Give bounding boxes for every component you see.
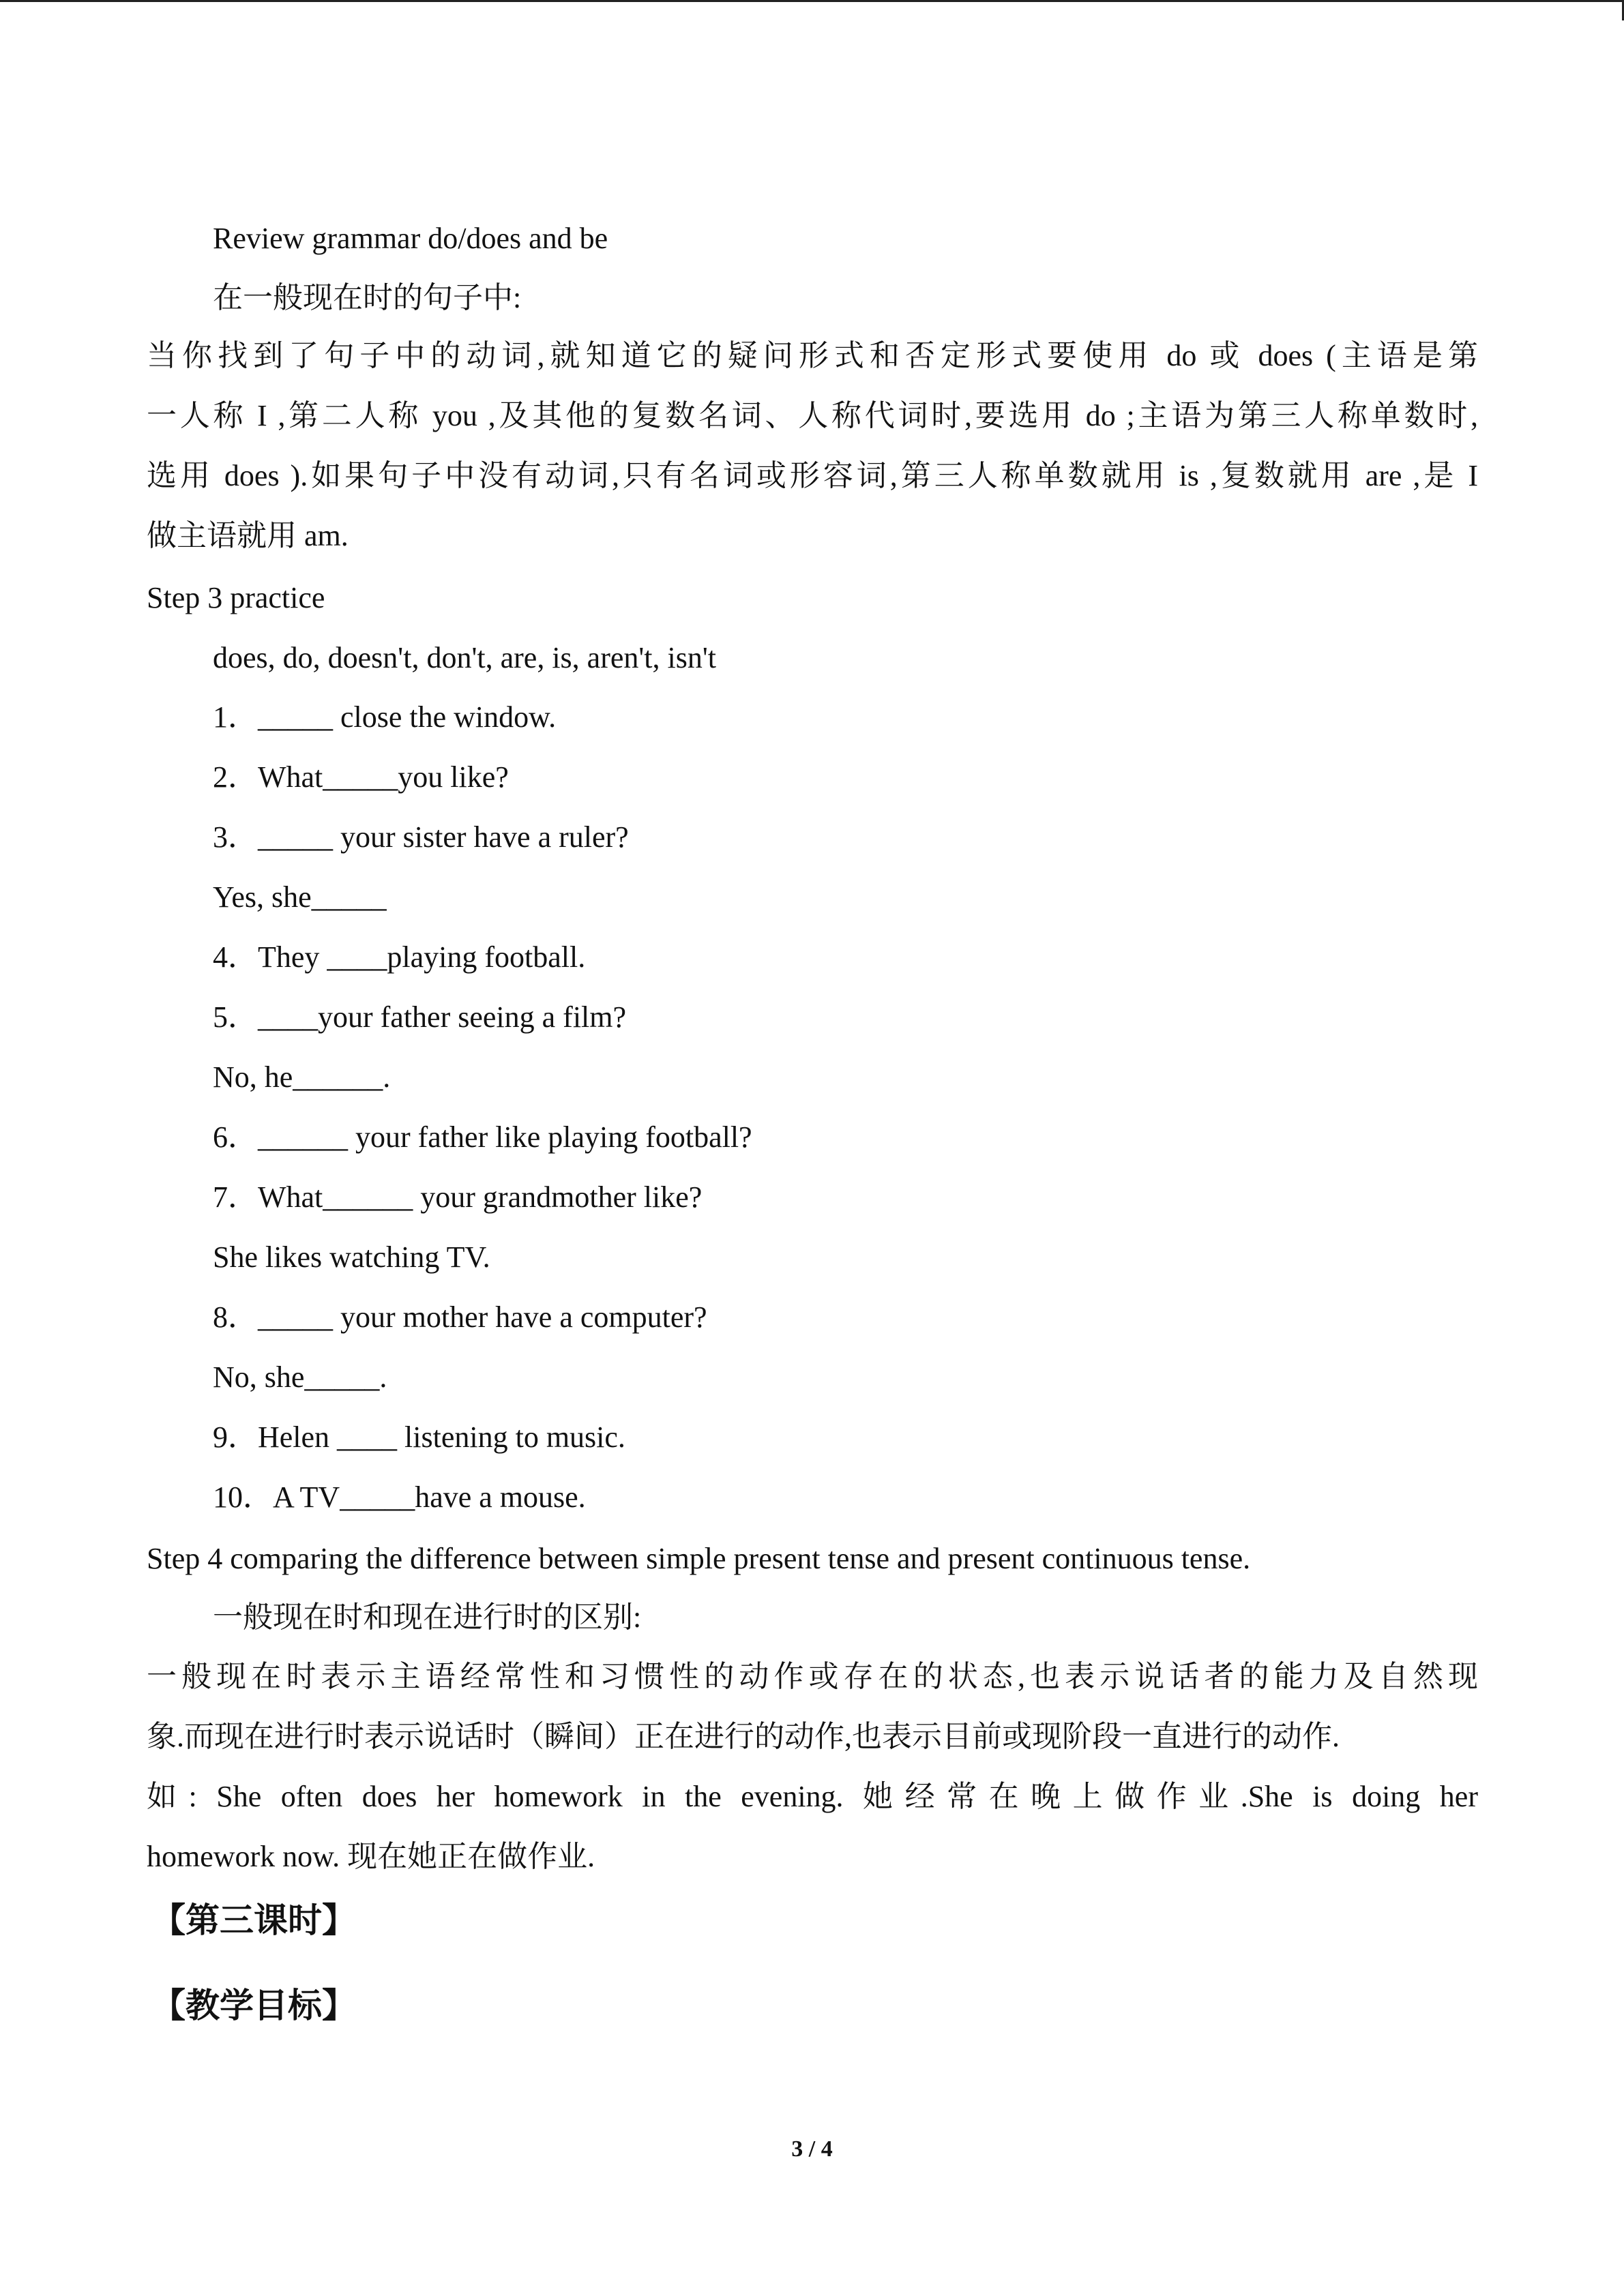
review-paragraph-line-3: 选用 does ).如果句子中没有动词,只有名词或形容词,第三人称单数就用 is ,复数就用 are ,是 I (147, 459, 1478, 492)
exercise-item-6: 6．______ your father like playing football? (213, 1120, 752, 1154)
step4-subtitle: 一般现在时和现在进行时的区别: (213, 1600, 642, 1634)
lesson-heading: 【第三课时】 (151, 1901, 356, 1939)
exercise-item-10: 10．A TV_____have a mouse. (213, 1480, 586, 1514)
exercise-answer-7: She likes watching TV. (213, 1240, 490, 1274)
review-paragraph-line-4: 做主语就用 am. (147, 519, 349, 552)
exercise-answer-8: No, she_____. (213, 1360, 387, 1394)
exercise-answer-3: Yes, she_____ (213, 880, 387, 914)
exercise-item-5: 5．____your father seeing a film? (213, 1000, 627, 1034)
exercise-item-1: 1．_____ close the window. (213, 700, 557, 734)
exercise-item-7: 7．What______ your grandmother like? (213, 1180, 703, 1214)
step4-paragraph-line-1: 一般现在时表示主语经常性和习惯性的动作或存在的状态,也表示说话者的能力及自然现 (147, 1660, 1478, 1693)
step3-word-bank: does, do, doesn't, don't, are, is, aren't, isn't (213, 641, 717, 674)
exercise-item-4: 4．They ____playing football. (213, 940, 586, 974)
step4-paragraph-line-2: 象.而现在进行时表示说话时（瞬间）正在进行的动作,也表示目前或现阶段一直进行的动作. (147, 1720, 1340, 1753)
exercise-item-9: 9．Helen ____ listening to music. (213, 1420, 625, 1454)
review-paragraph-line-2: 一人称 I ,第二人称 you ,及其他的复数名词、人称代词时,要选用 do ;主语为第三人称单数时, (147, 399, 1478, 432)
review-intro: 在一般现在时的句子中: (213, 281, 522, 314)
step4-example-line-1: 如: She often does her homework in the evening. 她经常在晚上做作业.She is doing her (147, 1780, 1478, 1813)
goals-heading: 【教学目标】 (151, 1986, 356, 2025)
page-number: 3 / 4 (791, 2136, 833, 2162)
step4-example-line-2: homework now. 现在她正在做作业. (147, 1840, 595, 1873)
top-border (0, 0, 1624, 2)
exercise-item-2: 2．What_____you like? (213, 760, 509, 794)
review-title: Review grammar do/does and be (213, 222, 608, 255)
exercise-item-8: 8．_____ your mother have a computer? (213, 1300, 707, 1334)
exercise-answer-5: No, he______. (213, 1060, 391, 1094)
review-paragraph-line-1: 当你找到了句子中的动词,就知道它的疑问形式和否定形式要使用 do 或 does (主语是第 (147, 339, 1478, 372)
exercise-item-3: 3．_____ your sister have a ruler? (213, 820, 629, 854)
step3-title: Step 3 practice (147, 581, 325, 614)
step4-title: Step 4 comparing the difference between simple present tense and present continuous tense. (147, 1542, 1251, 1575)
